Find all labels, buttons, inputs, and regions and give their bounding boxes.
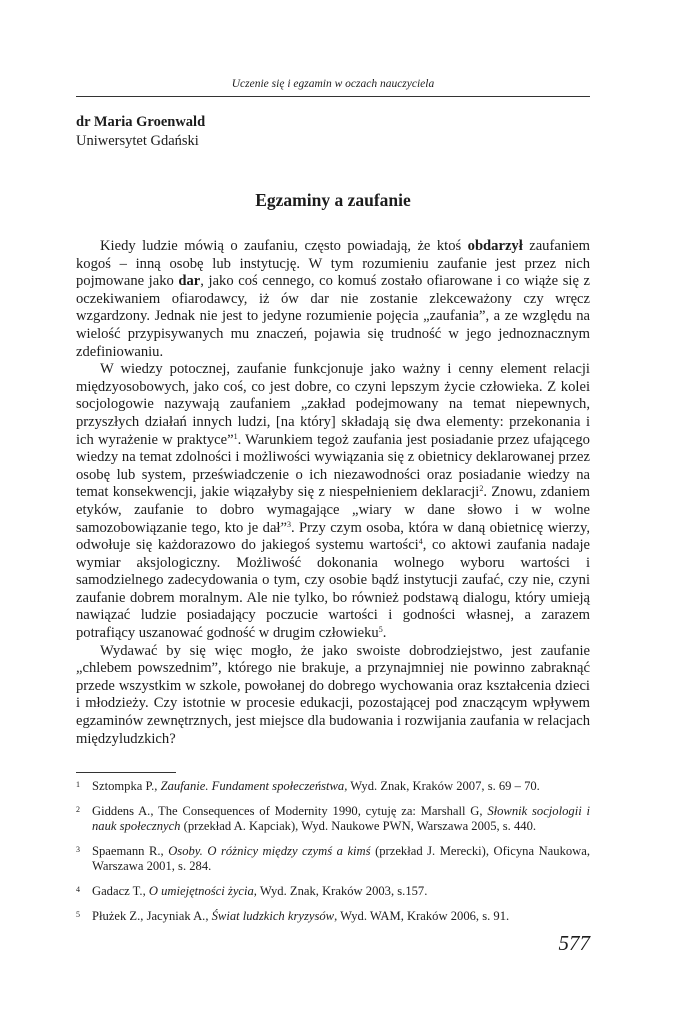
footnote-text [92,779,590,795]
bold-term-obdarzyl: obdarzył [467,238,523,254]
paragraph-text: . [382,625,387,642]
footnote-publisher: Wyd. Znak, Kraków 2007, s. 69 – 70. [347,779,540,793]
footnote-number: 5 [76,909,80,919]
footnote-ref-4: 4 [418,537,423,547]
article-title: Egzaminy a zaufanie [255,190,411,210]
footnote-1 [76,779,590,795]
footnote-author: Gadacz T., [92,883,149,898]
footnote-publisher: (przekład J. Merecki), Oficyna Naukowa, Warszawa 2001, s. 284. [92,843,590,874]
footnote-2 [76,804,590,835]
footnote-text [92,909,590,925]
footnotes [76,779,590,933]
footnote-number: 3 [76,844,80,854]
paragraph-text: Kiedy ludzie mówią o zaufaniu, często powiadają, że ktoś [100,238,468,254]
footnote-work-title: Osoby. O różnicy między czymś a kimś [168,843,371,858]
header-rule [76,96,590,97]
paragraph-text: W wiedzy potocznej, zaufanie funkcjonuje jako ważny i cenny element relacji międzyosobowych, jako coś, co jest dobre, co czyni lepszym życie człowieka. Z kolei socjologowie nazywają zaufaniem „zakład podejmowany na temat niepewnych, przyszłych działań innych ludzi, [na który] składają się dwa elementy: przekonania i ich wyrażenie w praktyce” [76,361,590,448]
footnote-work-title: Słownik socjologii i nauk społecznych [92,803,590,834]
footnote-publisher: (przekład A. Kapciak), Wyd. Naukowe PWN, Warszawa 2005, s. 440. [180,819,537,834]
paragraph-text: , co aktowi zaufania nadaje wymiar aksjologiczny. Możliwość dokonania wolnego wyboru wartości i samodzielnego zadecydowania o tym, czy osobie bądź instytucji zaufać, czy nie, czyni zaufanie dobrem moralnym. Ale nie tylko, bo również podstawą dialogu, który umieją nawiązać ludzie posiadający poczucie wartości i godności własnej, a zarazem potrafiący uszanować godność w drugim człowieku [76,537,591,642]
footnote-work-title: Zaufanie. Fundament społeczeństwa, [160,779,348,793]
footnote-text [92,804,590,835]
running-head: Uczenie się i egzamin w oczach nauczyciela [231,78,435,90]
footnote-publisher: , Wyd. WAM, Kraków 2006, s. 91. [334,908,510,923]
author-affiliation: Uniwersytet Gdański [76,133,199,149]
article-body [76,238,590,748]
footnote-3 [76,844,590,875]
paragraph-text: . Przy czym osoba, która w daną obietnicę wierzy, odwołuje się każdorazowo do jakiegoś systemu wartości [76,519,590,554]
footnote-author: Giddens A., The Consequences of Modernity 1990, cytuję za: Marshall G, [92,803,488,818]
footnote-ref-2: 2 [479,484,484,494]
footnote-4 [76,884,590,900]
footnote-ref-5: 5 [378,625,383,635]
paragraph-text: zaufaniem kogoś – inną osobę lub instytucję. W tym rozumieniu zaufanie jest przez nich pojmowane jako [76,238,590,290]
footnote-author: Spaemann R., [92,843,169,858]
footnote-ref-1: 1 [233,431,238,441]
footnote-5 [76,909,590,925]
paragraph-3: Wydawać by się więc mogło, że jako swoiste dobrodziejstwo, jest zaufanie „chlebem powszednim”, którego nie brakuje, a przynajmniej nie powinno zabraknąć przede wszystkim w szkole, powołanej do dobrego wychowania oraz kształcenia dzieci i młodzieży. Czy istotnie w procesie edukacji, pozostającej pod znaczącym wpływem egzaminów zewnętrznych, jest miejsce dla budowania i rozwijania zaufania w relacjach międzyludzkich? [76,642,590,747]
paragraph-text: . Znowu, zdaniem etyków, zaufanie to dobro wymagające „wiary w dane słowo i w wolne samozobowiązanie tego, kto je dał” [76,484,590,536]
footnote-work-title: Świat ludzkich kryzysów [211,908,335,923]
footnote-author: Płużek Z., Jacyniak A., [92,908,212,923]
footnote-text [92,844,590,875]
footnote-author: Sztompka P., [92,779,161,793]
footnote-rule [76,772,176,773]
footnote-text [92,884,590,900]
footnote-number: 1 [76,780,80,789]
footnote-ref-3: 3 [286,519,291,529]
author-block [76,113,205,151]
bold-term-dar: dar [178,273,201,290]
footnote-publisher: Wyd. Znak, Kraków 2003, s.157. [256,883,428,898]
footnote-number: 2 [76,804,80,814]
paragraph-text: , jako coś cennego, co komuś zostało ofiarowane i co wiąże się z oczekiwaniem ofiarodawcy, iż ów dar nie zostanie zlekceważony czy wręcz wzgardzony. Jednak nie jest to jedyne rozumienie pojęcia „zaufania”, a ze względu na wielość przypisywanych mu znaczeń, pojawia się trudność w jego jednoznacznym zdefiniowaniu. [76,273,590,360]
footnote-number: 4 [76,884,80,894]
author-name: dr Maria Groenwald [76,114,206,130]
paragraph-2 [76,361,590,643]
footnote-work-title: O umiejętności życia, [148,883,257,898]
paragraph-1 [76,238,590,361]
paragraph-text: . Warunkiem tegoż zaufania jest posiadanie przez ufającego wiedzy na temat zdolności i możliwości wywiązania się z obietnicy deklarowanej przez osobę lub system, przeświadczenie o ich niezawodności oraz posiadanie wiedzy na temat konsekwencji, jakie wiązałyby się z niespełnieniem deklaracji [76,431,590,501]
page-number: 577 [558,931,590,955]
